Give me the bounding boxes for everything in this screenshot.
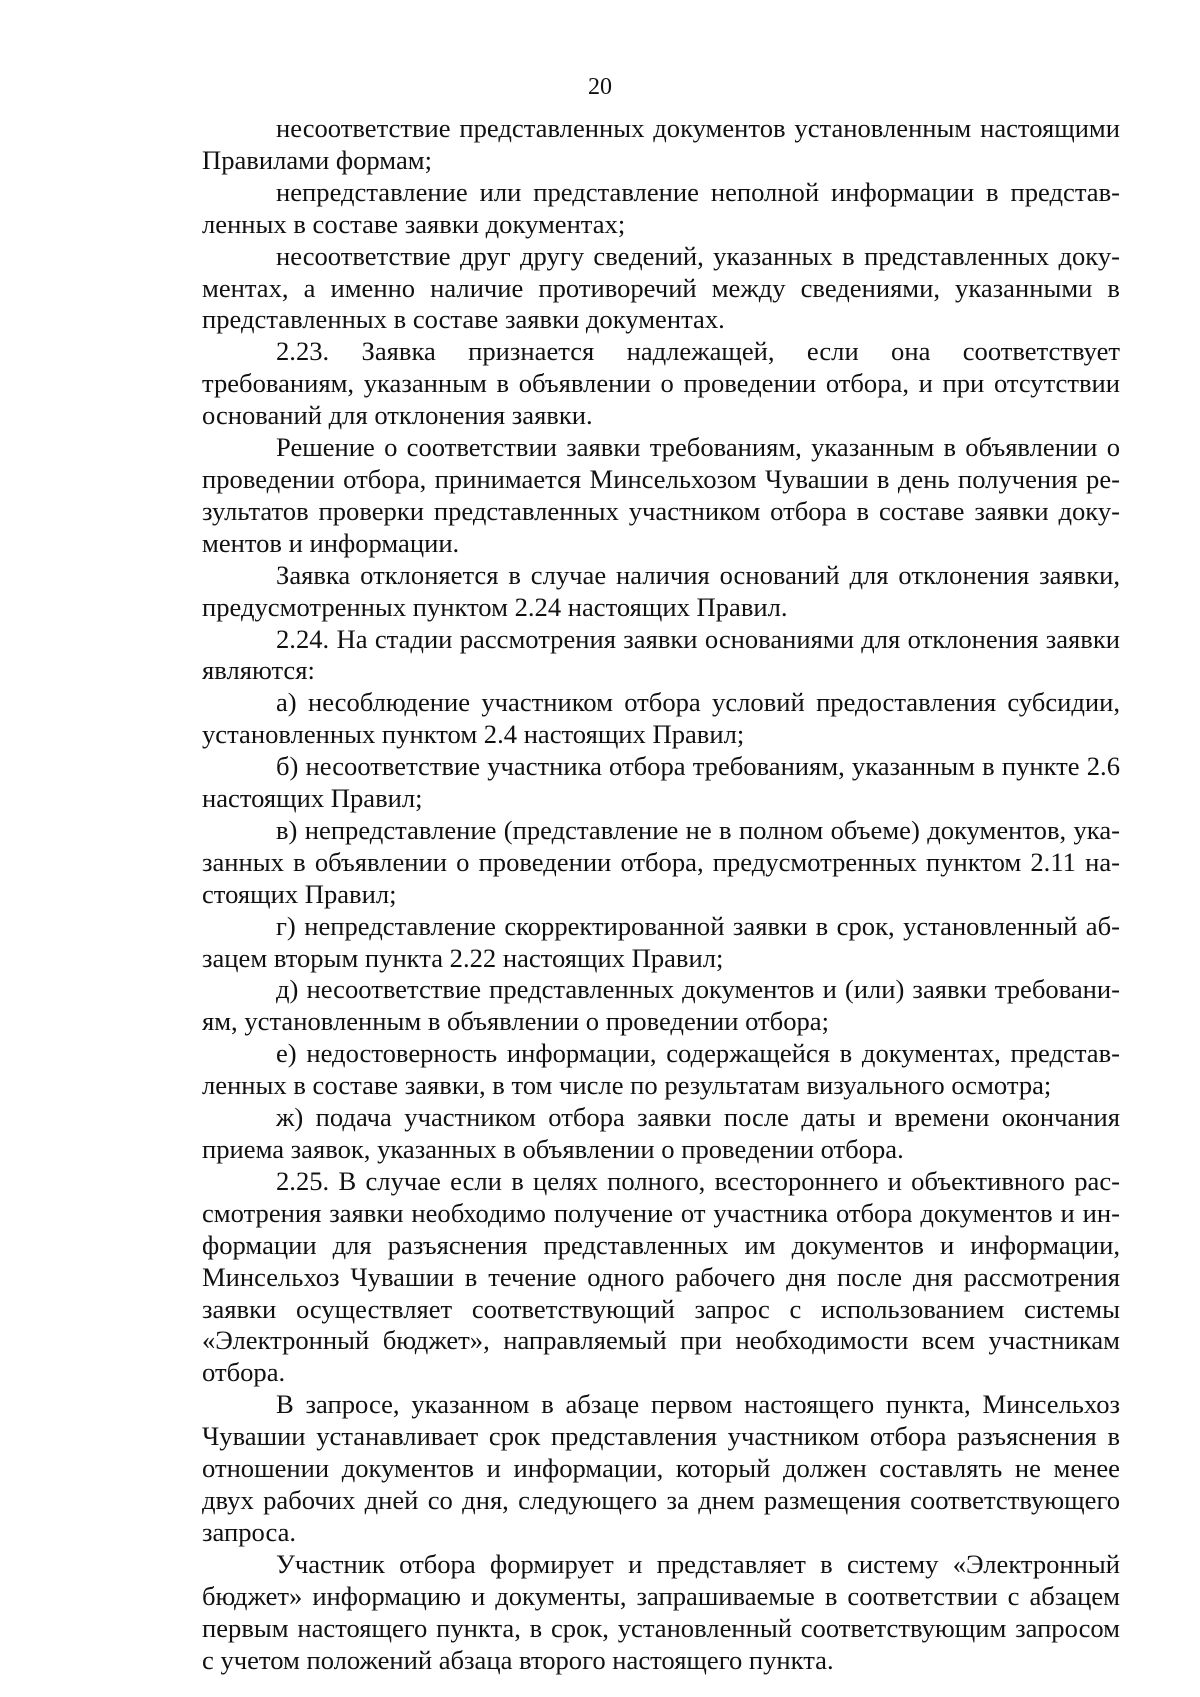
list-item: г) непредставление скорректированной заявки в срок, установленный абзацем вторым пункта 2.22 настоящих Правил;: [202, 910, 1120, 973]
list-item: ж) подача участником отбора заявки после даты и времени окончания приема заявок, указанных в объявлении о проведении отбора.: [202, 1102, 1120, 1164]
list-item: в) непредставление (представление не в полном объеме) документов, указанных в объявлении о проведении отбора, предусмотренных пунктом 2.11 настоящих Правил;: [202, 814, 1120, 909]
paragraph: несоответствие друг другу сведений, указанных в представленных документах, а именно наличие противоречий между сведениями, указанными в представленных в составе заявки документах.: [202, 240, 1120, 335]
paragraph: Заявка отклоняется в случае наличия оснований для отклонения заявки, предусмотренных пунктом 2.24 настоящих Правил.: [202, 559, 1120, 622]
page-number: 20: [588, 74, 612, 100]
list-item: а) несоблюдение участником отбора условий предоставления субсидии, установленных пунктом 2.4 настоящих Правил;: [202, 687, 1120, 750]
paragraph: Участник отбора формирует и представляет в систему «Электронный бюджет» информацию и документы, запрашиваемые в соответствии с абзацем первым настоящего пункта, в срок, установленный соответствующим запросом с учетом положений абзаца второго настоящего пункта.: [202, 1548, 1120, 1675]
paragraph: Решение о соответствии заявки требованиям, указанным в объявлении о проведении отбора, принимается Минсельхозом Чувашии в день получения результатов проверки представленных участником отбора в составе заявки документов и информации.: [202, 432, 1120, 558]
paragraph: непредставление или представление неполной информации в представленных в составе заявки документах;: [202, 176, 1120, 239]
paragraph: 2.25. В случае если в целях полного, всестороннего и объективного рассмотрения заявки необходимо получение от участника отбора документов и информации для разъяснения представленных им документов и информации, Минсельхоз Чувашии в течение одного рабочего дня после дня рассмотрения заявки осуществляет соответствующий запрос с использованием системы «Электронный бюджет», направляемый при необходимости всем участникам отбора.: [202, 1165, 1120, 1388]
paragraph: 2.23. Заявка признается надлежащей, если она соответствует требованиям, указанным в объявлении о проведении отбора, и при отсутствии оснований для отклонения заявки.: [202, 336, 1120, 431]
paragraph: В запросе, указанном в абзаце первом настоящего пункта, Минсельхоз Чувашии устанавливает срок представления участником отбора разъяснения в отношении документов и информации, который должен составлять не менее двух рабочих дней со дня, следующего за днем размещения соответствующего запроса.: [202, 1389, 1120, 1547]
document-body: [202, 113, 1120, 1676]
list-item: е) недостоверность информации, содержащейся в документах, представленных в составе заявки, в том числе по результатам визуального осмотра;: [202, 1038, 1120, 1101]
list-item: б) несоответствие участника отбора требованиям, указанным в пункте 2.6 настоящих Правил;: [202, 751, 1120, 814]
paragraph: 2.24. На стадии рассмотрения заявки основаниями для отклонения заявки являются:: [202, 623, 1120, 686]
paragraph: несоответствие представленных документов установленным настоящими Правилами формам;: [202, 113, 1120, 175]
list-item: д) несоответствие представленных документов и (или) заявки требованиям, установленным в объявлении о проведении отбора;: [202, 974, 1120, 1037]
